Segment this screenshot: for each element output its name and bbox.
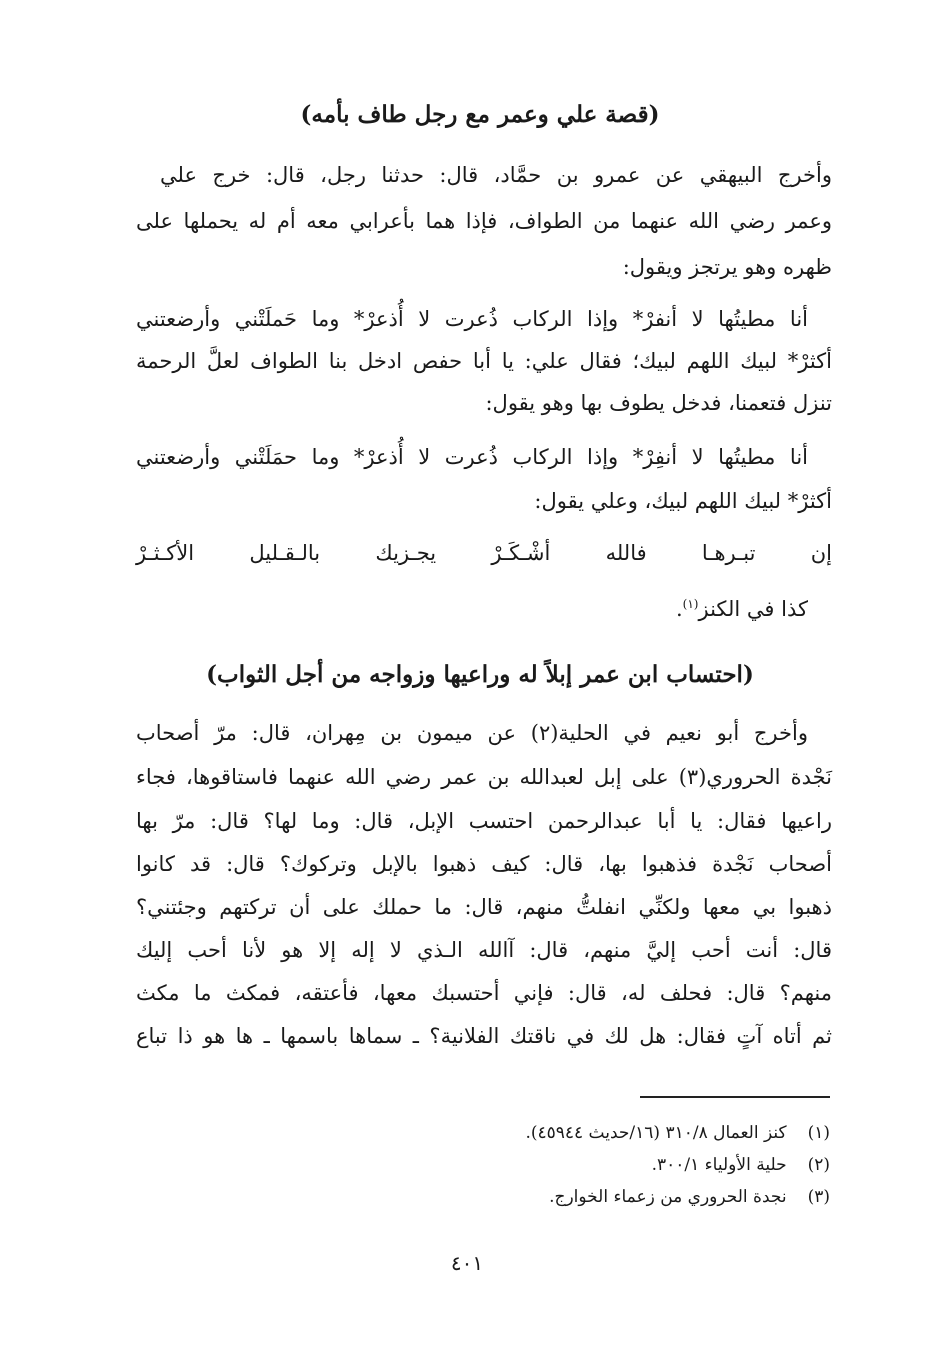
page-number: ٤٠١ xyxy=(450,1251,484,1275)
section-heading-1: (قصة علي وعمر مع رجل طاف بأمه) xyxy=(300,101,660,128)
closing-end: . xyxy=(675,597,683,621)
text-line: تنزل فتعمنا، فدخل يطوف بها وهو يقول: xyxy=(485,391,832,415)
footnote xyxy=(300,1120,830,1146)
closing-text: كذا في الكنز xyxy=(698,597,808,621)
text-line: ذهبوا بي معها ولكنِّي انفلتُّ منهم، قال: ما حملك على أن تركتهم وجئتني؟ xyxy=(136,895,832,919)
poem-word: بالـقـليل xyxy=(249,541,321,565)
text-line: أنا مطيتُها لا أنفرْ* وإذا الركاب ذُعرت لا أُذعرْ* وما حَملَتْني وأرضعتني xyxy=(136,307,808,331)
closing-line xyxy=(300,592,808,626)
text-line: نَجْدة الحروري(٣) على إبل لعبدالله بن عمر رضي الله عنهما فاستاقوها، فجاء xyxy=(136,765,832,789)
footnote xyxy=(300,1184,830,1210)
footnote-number: (٢) xyxy=(807,1155,830,1175)
text-line: وعمر رضي الله عنهما من الطواف، فإذا هما بأعرابي معه أم له يحملها على xyxy=(136,209,832,233)
text-line: قال: أنت أحب إليَّ منهم، قال: آالله الـذي لا إله إلا هو لأنا أحب إليك xyxy=(136,938,832,962)
text-line: أنا مطيتُها لا أنفِرْ* وإذا الركاب ذُعرت لا أُذعرْ* وما حمَلَتْني وأرضعتني xyxy=(136,445,808,469)
poem-word: الأكـثـرْ xyxy=(136,541,195,565)
section-heading-2: (احتساب ابن عمر إبلاً له وراعيها وزواجه من أجل الثواب) xyxy=(206,661,754,688)
poem-word: إن xyxy=(810,541,832,565)
footnote-divider xyxy=(640,1096,830,1098)
footnote xyxy=(300,1152,830,1178)
text-line: وأخرج البيهقي عن عمرو بن حمَّاد، قال: حدثنا رجل، قال: خرج علي xyxy=(160,163,832,187)
poem-word: فالله xyxy=(605,541,647,565)
text-line: ثم أتاه آتٍ فقال: هل لك في ناقتك الفلانية؟ ـ سماها باسمها ـ ها هو ذا تباع xyxy=(136,1024,832,1048)
poem-word: أشْـكَـرْ xyxy=(491,541,551,565)
footnote-text: نجدة الحروري من زعماء الخوارج. xyxy=(549,1187,787,1207)
poem-verse xyxy=(136,536,832,576)
text-line: ظهره وهو يرتجز ويقول: xyxy=(622,255,832,279)
text-line: أكثرْ* لبيك اللهم لبيك؛ فقال علي: يا أبا حفص ادخل بنا الطواف لعلَّ الرحمة xyxy=(136,349,832,373)
poem-word: تبـرهـا xyxy=(701,541,756,565)
text-line: أكثرْ* لبيك اللهم لبيك، وعلي يقول: xyxy=(534,489,832,513)
text-line: منهم؟ قال: فحلف له، قال: فإني أحتسبك معها، فأعتقه، فمكث ما مكث xyxy=(136,981,832,1005)
poem-word: يجـزيك xyxy=(375,541,437,565)
footnote-text: حلية الأولياء ٣٠٠/١. xyxy=(651,1155,787,1175)
footnote-number: (١) xyxy=(807,1123,830,1143)
text-line: أصحاب نَجْدة فذهبوا بها، قال: كيف ذهبوا بالإبل وتركوك؟ قال: قد كانوا xyxy=(136,852,832,876)
text-line: راعيها فقال: يا أبا عبدالرحمن احتسب الإبل، قال: وما لها؟ قال: مرّ بها xyxy=(136,809,832,833)
footnote-ref: (١) xyxy=(682,597,699,611)
footnote-text: كنز العمال ٣١٠/٨ (١٦/حديث ٤٥٩٤٤). xyxy=(525,1123,787,1143)
text-line: وأخرج أبو نعيم في الحلية(٢) عن ميمون بن مِهران، قال: مرّ أصحاب xyxy=(136,721,808,745)
footnote-number: (٣) xyxy=(807,1187,830,1207)
